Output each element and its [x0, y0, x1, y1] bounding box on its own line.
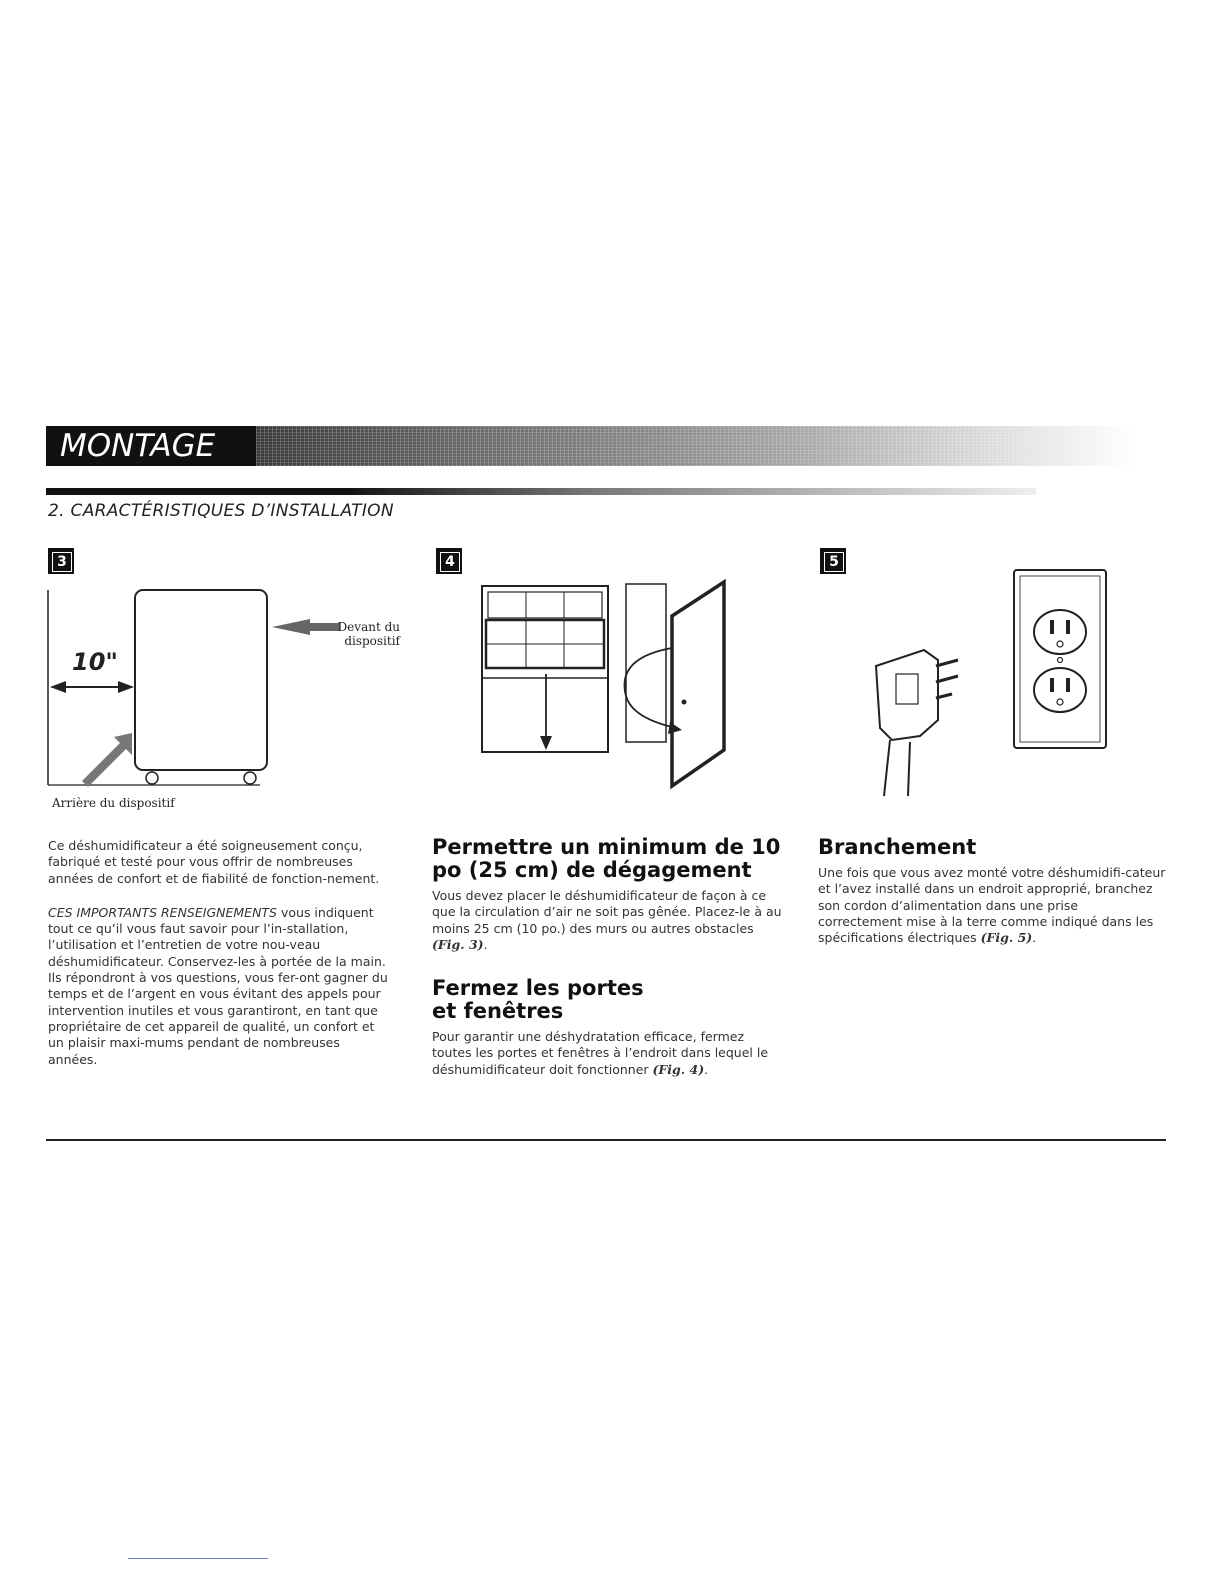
figure-4-number: 4 [440, 552, 460, 572]
period: . [704, 1061, 709, 1077]
figure-4-badge [436, 548, 462, 574]
intro-paragraph: Ce déshumidificateur a été soigneusement conçu, fabriqué et testé pour vous offrir de nombreuses années de confort et de fiabilité de fonction-nement. [48, 838, 380, 886]
footer-link-underline [128, 1558, 268, 1559]
bottom-rule [46, 1139, 1166, 1141]
plug-prong [936, 660, 958, 666]
outlet-plate [1014, 570, 1106, 748]
close-doors-text: Pour garantir une déshydratation efficace, fermez toutes les portes et fenêtres à l’endroit dans lequel le déshumidificateur doit fonctionner [432, 1029, 769, 1077]
banner-title: MONTAGE [60, 428, 216, 464]
figure-5-illustration [866, 560, 1126, 800]
section-title: 2. CARACTÉRISTIQUES D’INSTALLATION [48, 501, 394, 521]
plug-prong [936, 676, 958, 682]
figure-4-illustration [476, 578, 736, 790]
front-label [330, 620, 400, 648]
important-info-body: vous indiquent tout ce qu’il vous faut savoir pour l’in-stallation, l’utilisation et l’entretien de votre nou-veau déshumidificateur. Conservez-les à portée de la main. Ils répondront à vos questions, vous fer-ont gagner du temps et de l’argent en vous évitant des appels pour intervention inutiles et vous garantiront, en tant que propriétaire de cet appareil de qualité, un confort et un plaisir maxi-mums pendant de nombreuses années. [48, 904, 388, 1067]
window-upper-sash [488, 592, 602, 618]
caster-icon [244, 772, 256, 784]
connection-text: Une fois que vous avez monté votre déshumidifi-cateur et l’avez installé dans un endroit approprié, branchez son cordon d’alimentation dans une prise correctement mise à la terre comme indiqué dans les spécifications électriques [818, 865, 1166, 946]
front-label-line2: dispositif [344, 634, 400, 648]
door-knob-icon [682, 700, 687, 705]
column-2-text [432, 836, 782, 1096]
distance-label: 10" [72, 648, 118, 676]
power-cord [884, 740, 890, 796]
header-banner [46, 426, 1136, 466]
important-info-paragraph [48, 905, 393, 1068]
connection-paragraph [818, 865, 1166, 946]
dehumidifier-body [135, 590, 267, 770]
clearance-text: Vous devez placer le déshumidificateur de façon à ce que la circulation d’air ne soit pas gênée. Placez-le à au moins 25 cm (10 po.) des murs ou autres obstacles [432, 888, 782, 936]
banner-rule [46, 488, 1036, 495]
figure-3-number: 3 [52, 552, 72, 572]
clearance-heading: Permettre un minimum de 10 po (25 cm) de dégagement [432, 835, 781, 882]
important-info-lead: CES IMPORTANTS RENSEIGNEMENTS [48, 904, 277, 920]
fig-3-reference: (Fig. 3) [432, 936, 484, 952]
close-doors-paragraph [432, 1029, 782, 1078]
column-1-text [48, 838, 393, 1086]
banner-gradient [256, 426, 1136, 466]
door-panel [672, 582, 724, 786]
close-doors-heading [432, 977, 782, 1023]
arrow-right-icon [118, 681, 134, 693]
back-arrow-icon [82, 733, 132, 787]
column-3-text [818, 836, 1166, 964]
figure-5-badge [820, 548, 846, 574]
clearance-paragraph [432, 888, 782, 953]
close-doors-heading-line1: Fermez les portes [432, 976, 644, 1001]
fig-5-reference: (Fig. 5) [980, 930, 1033, 946]
period: . [1032, 930, 1037, 946]
banner-title-box [46, 426, 256, 466]
fig-4-reference: (Fig. 4) [652, 1061, 705, 1077]
connection-heading: Branchement [818, 835, 977, 859]
arrow-left-icon [50, 681, 66, 693]
figure-3-badge [48, 548, 74, 574]
close-doors-heading-line2: et fenêtres [432, 999, 564, 1024]
figure-3-illustration [40, 585, 410, 795]
front-label-line1: Devant du [337, 620, 400, 634]
plug-body [876, 650, 938, 740]
back-label: Arrière du dispositif [52, 796, 175, 810]
period: . [483, 936, 488, 952]
figure-5-number: 5 [824, 552, 844, 572]
caster-icon [146, 772, 158, 784]
